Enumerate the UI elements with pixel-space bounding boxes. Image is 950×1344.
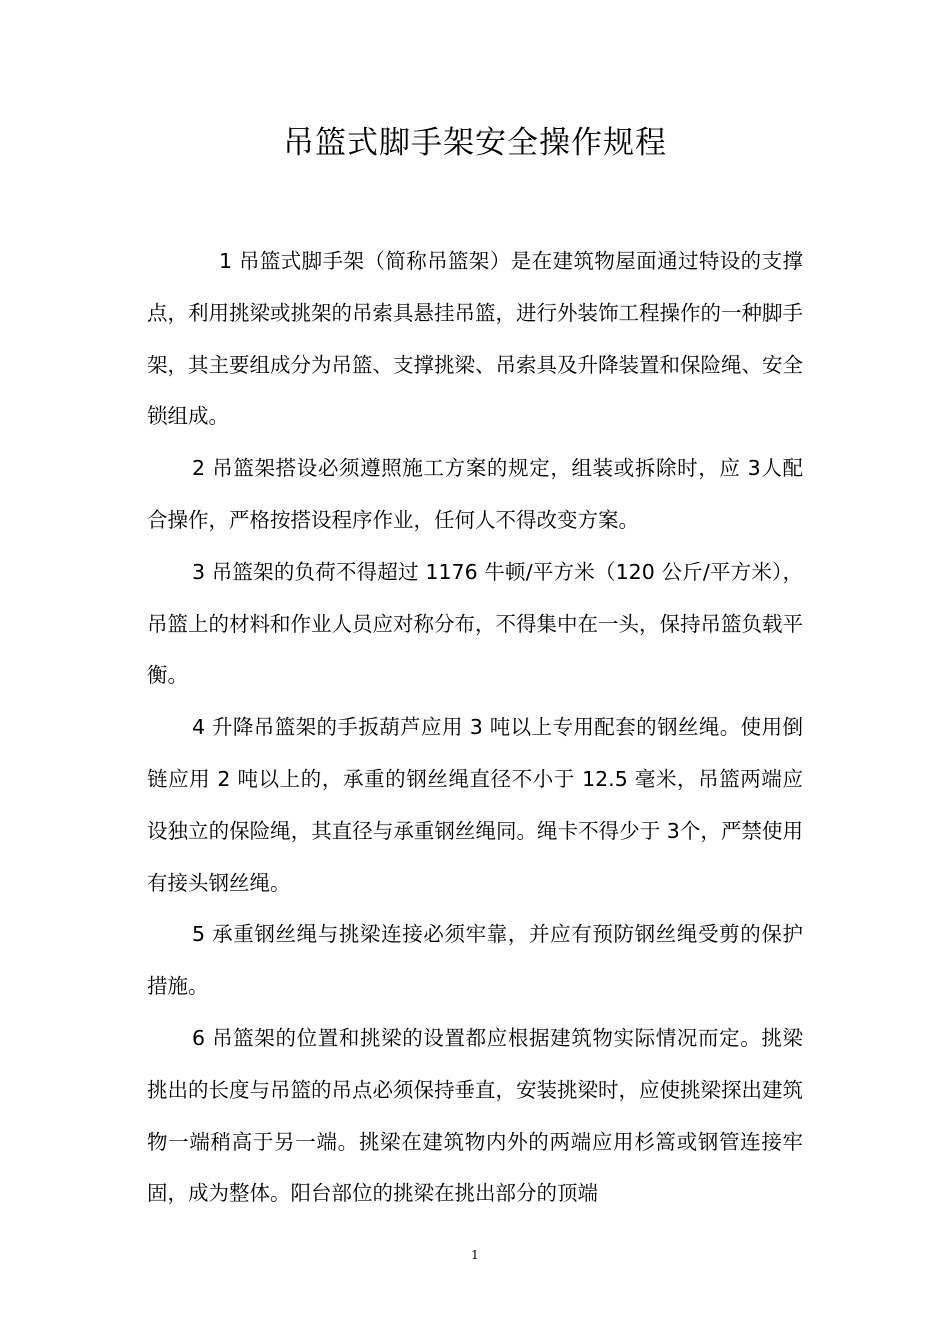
paragraph-3: 3 吊篮架的负荷不得超过 1176 牛顿/平方米（120 公斤/平方米），吊篮上的材料和作业人员应对称分布，不得集中在一头，保持吊篮负载平衡。 [147, 559, 803, 688]
paragraph-6: 6 吊篮架的位置和挑梁的设置都应根据建筑物实际情况而定。挑梁挑出的长度与吊篮的吊点必须保持垂直，安装挑梁时，应使挑梁探出建筑物一端稍高于另一端。挑梁在建筑物内外的两端应用杉篙或钢管连接牢固，成为整体。阳台部位的挑梁在挑出部分的顶端 [147, 1025, 803, 1206]
document-title: 吊篮式脚手架安全操作规程 [283, 125, 667, 161]
page-number: 1 [471, 1248, 479, 1262]
document-body [147, 236, 803, 1220]
paragraph-5: 5 承重钢丝绳与挑梁连接必须牢靠，并应有预防钢丝绳受剪的保护措施。 [147, 922, 803, 999]
paragraph-2: 2 吊篮架搭设必须遵照施工方案的规定，组装或拆除时，应 3人配合操作，严格按搭设程序作业，任何人不得改变方案。 [147, 456, 803, 532]
paragraph-1: 1 吊篮式脚手架（简称吊篮架）是在建筑物屋面通过特设的支撑点，利用挑梁或挑架的吊索具悬挂吊篮，进行外装饰工程操作的一种脚手架，其主要组成分为吊篮、支撑挑梁、吊索具及升降装置和保险绳、安全锁组成。 [147, 249, 803, 429]
paragraph-4: 4 升降吊篮架的手扳葫芦应用 3 吨以上专用配套的钢丝绳。使用倒链应用 2 吨以上的，承重的钢丝绳直径不小于 12.5 毫米，吊篮两端应设独立的保险绳，其直径与承重钢丝绳同。绳卡不得少于 3个，严禁使用有接头钢丝绳。 [147, 715, 803, 895]
